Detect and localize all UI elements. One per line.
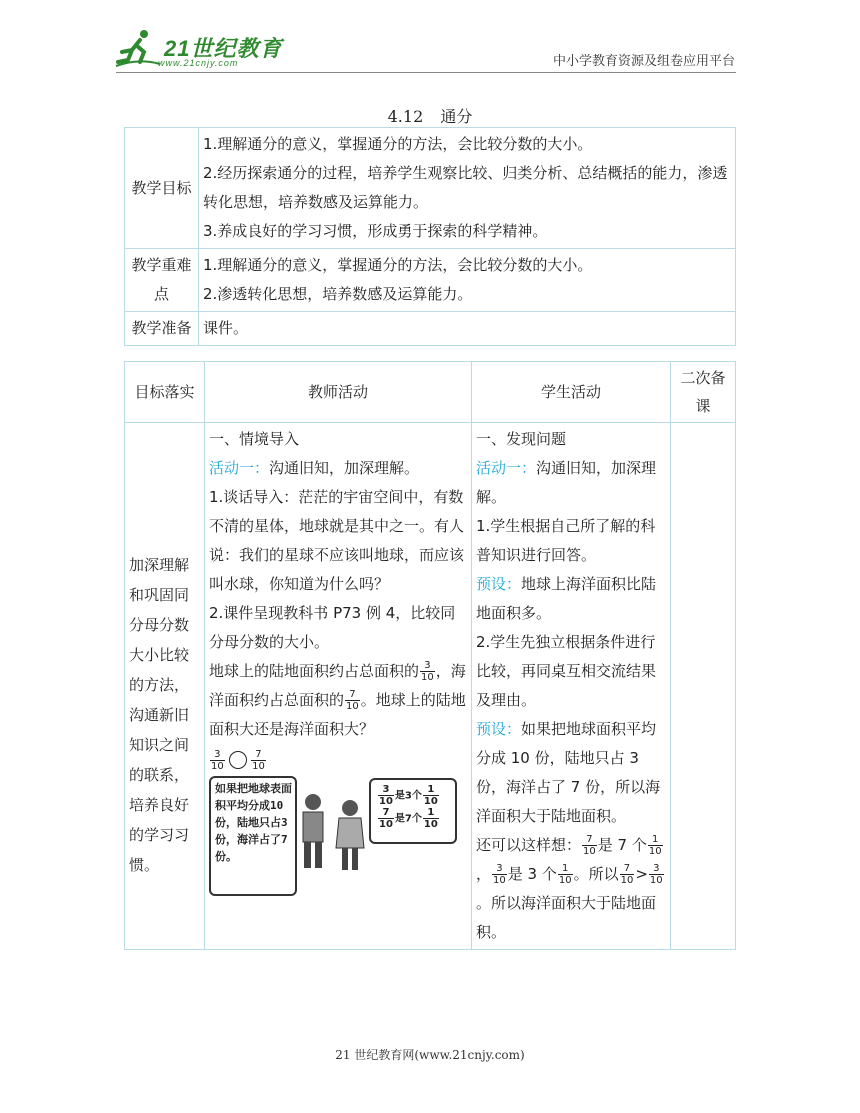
student-p1: 1.学生根据自己所了解的科普知识进行回答。 <box>476 517 656 564</box>
keys-row <box>125 249 736 312</box>
boy-figure-icon <box>295 792 331 872</box>
teacher-p3 <box>209 657 467 744</box>
preset-tag: 预设： <box>476 575 522 593</box>
student-p2: 2.学生先独立根据条件进行比较，再同桌互相交流结果及理由。 <box>476 633 657 709</box>
keys-content <box>199 249 736 312</box>
logo-url: www.21cnjy.com <box>158 58 239 68</box>
speech-bubble-left: 如果把地球表面积平均分成10份，陆地只占3份，海洋占了7份。 <box>209 776 297 896</box>
platform-name: 中小学教育资源及组卷应用平台 <box>552 54 735 69</box>
goal-item: 3.养成良好的学习习惯，形成勇于探索的科学精神。 <box>203 222 548 240</box>
key-item: 2.渗透转化思想，培养数感及运算能力。 <box>203 285 473 303</box>
second-prep-cell <box>671 423 736 950</box>
teacher-section: 一、情境导入 <box>209 430 300 448</box>
prep-row <box>125 312 736 346</box>
teacher-activity <box>205 423 472 950</box>
lesson-name: 通分 <box>440 107 473 126</box>
goal-item: 1.理解通分的意义，掌握通分的方法，会比较分数的大小。 <box>203 135 593 153</box>
student-preset1 <box>476 570 666 628</box>
header-divider <box>116 72 736 73</box>
logo-text: 21世纪教育 <box>164 36 283 61</box>
prep-label: 教学准备 <box>125 312 199 346</box>
speech-bubble-right: $\frac{3}{10}$ 是3个 $\frac{1}{10}$ $\frac{7}{10}$ 是7个 $\frac{1}{10}$ <box>369 778 457 844</box>
preset-text: 地球上海洋面积比陆地面积多。 <box>476 575 657 622</box>
lesson-number: 4.12 <box>387 107 424 126</box>
fraction: $\frac{3}{10}$ <box>421 660 434 683</box>
teacher-activity-line <box>209 454 467 483</box>
plan-header-row <box>125 362 736 423</box>
activity-tag: 活动一： <box>476 459 537 477</box>
plan-body-row <box>125 423 736 950</box>
teacher-p3b: ，海洋面积约占总面积的 <box>209 662 466 709</box>
runner-logo-icon <box>114 28 162 68</box>
lesson-title <box>0 104 860 127</box>
keys-label: 教学重难点 <box>125 249 199 312</box>
teacher-p3a: 地球上的陆地面积约占总面积的 <box>209 662 420 680</box>
goal-implementation: 加深理解和巩固同分母分数大小比较的方法，沟通新旧知识之间的联系，培养良好的学习习惯。 <box>125 423 205 950</box>
girl-figure-icon <box>333 798 367 872</box>
preset-text: 如果把地球面积平均分成 10 份，陆地只占 3 份，海洋占了 7 份，所以海洋面积大于陆地面积。 <box>476 720 661 825</box>
header-goal: 目标落实 <box>125 362 205 423</box>
fraction-comparison: $\frac{3}{10}$ $\frac{7}{10}$ <box>211 748 265 772</box>
lesson-info-table <box>124 127 736 346</box>
goals-row <box>125 128 736 249</box>
teacher-p2: 2.课件呈现教科书 P73 例 4，比较同分母分数的大小。 <box>209 604 456 651</box>
student-preset2 <box>476 715 666 831</box>
goal-item: 2.经历探索通分的过程，培养学生观察比较、归类分析、总结概括的能力，渗透转化思想，培养数感及运算能力。 <box>203 164 728 211</box>
page-header <box>0 0 860 80</box>
header-second-prep: 二次备课 <box>671 362 736 423</box>
header-teacher: 教师活动 <box>205 362 472 423</box>
activity-text: 沟通旧知，加深理解。 <box>476 459 657 506</box>
textbook-illustration <box>209 746 467 896</box>
preset-tag: 预设： <box>476 720 522 738</box>
student-activity <box>472 423 671 950</box>
compare-circle-icon <box>229 751 247 769</box>
goals-content <box>199 128 736 249</box>
prep-content: 课件。 <box>199 312 736 346</box>
student-activity-line <box>476 454 666 512</box>
page-footer: 21 世纪教育网(www.21cnjy.com) <box>335 1048 525 1062</box>
teacher-p1: 1.谈话导入：茫茫的宇宙空间中，有数不清的星体，地球就是其中之一。有人说：我们的星球不应该叫地球，而应该叫水球，你知道为什么吗？ <box>209 488 465 593</box>
lesson-plan-table <box>124 361 736 950</box>
student-p3: 还可以这样想： $\frac{7}{10}$ 是 7 个 $\frac{1}{10}$ ， $\frac{3}{10}$ 是 3 个 $\frac{1}{10}$ 。所以 $\frac{7}{10}$ > $\frac{3}{10}$ 。所以海洋面积大于陆地面积。 <box>476 834 663 941</box>
teacher-p3c: 。地球上的陆地面积大还是海洋面积大？ <box>209 691 466 738</box>
key-item: 1.理解通分的意义，掌握通分的方法，会比较分数的大小。 <box>203 256 593 274</box>
activity-tag: 活动一： <box>209 459 270 477</box>
student-section: 一、发现问题 <box>476 430 567 448</box>
goals-label: 教学目标 <box>125 128 199 249</box>
fraction: $\frac{7}{10}$ <box>346 689 359 712</box>
logo <box>114 28 284 72</box>
header-student: 学生活动 <box>472 362 671 423</box>
activity-text: 沟通旧知，加深理解。 <box>269 459 420 477</box>
